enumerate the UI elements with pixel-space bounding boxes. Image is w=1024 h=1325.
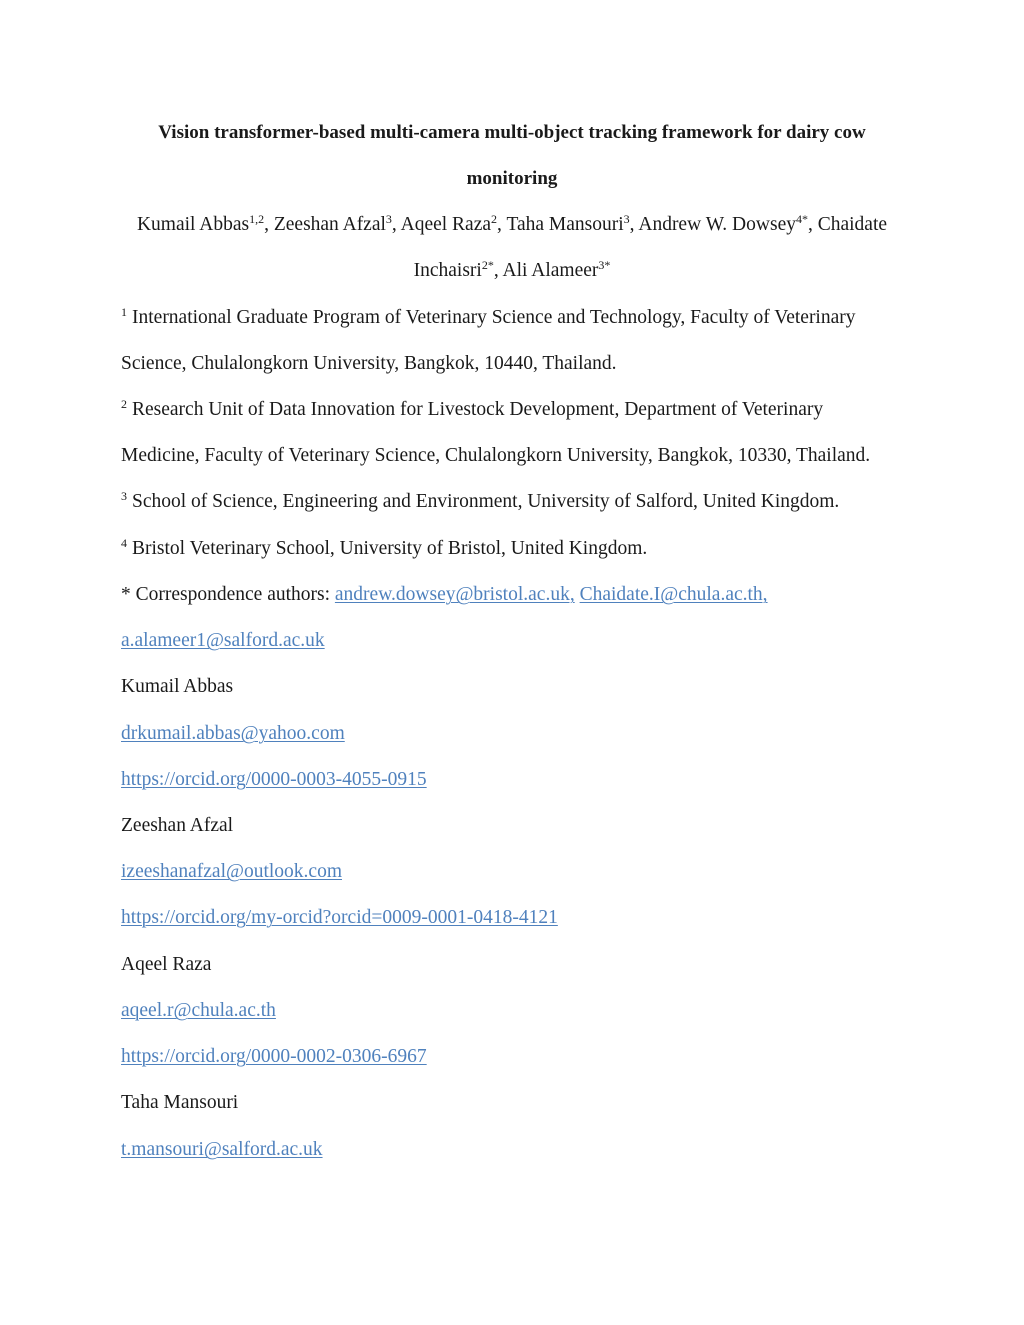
affiliation-number: 4 (121, 536, 127, 550)
author-name: Inchaisri (413, 260, 482, 281)
contact-email-row (121, 722, 345, 746)
correspondence-email-link[interactable]: andrew.dowsey@bristol.ac.uk, (334, 584, 575, 605)
contact-email-link[interactable]: izeeshanafzal@outlook.com (121, 861, 342, 882)
contact-email-row (121, 860, 342, 884)
contact-name: Zeeshan Afzal (121, 815, 234, 836)
author-affiliation-mark: 3 (623, 212, 630, 226)
paper-title-line-1: Vision transformer-based multi-camera multi-object tracking framework for dairy cow (158, 122, 866, 143)
contact-email-link[interactable]: aqeel.r@chula.ac.th (121, 1000, 276, 1021)
affiliation-2 (121, 398, 823, 422)
contact-email-row (121, 999, 276, 1023)
contact-email-link[interactable]: drkumail.abbas@yahoo.com (121, 723, 345, 744)
author-name: Zeeshan Afzal (273, 214, 386, 235)
correspondence-email-link[interactable]: Chaidate.I@chula.ac.th, (579, 584, 768, 605)
affiliation-number: 3 (121, 489, 127, 503)
author-affiliation-mark: 2 (491, 212, 498, 226)
contact-orcid-row (121, 768, 427, 792)
author-name: Chaidate (817, 214, 888, 235)
contact-email-link[interactable]: t.mansouri@salford.ac.uk (121, 1139, 323, 1160)
author-name: Aqeel Raza (400, 214, 492, 235)
correspondence-email-link[interactable]: a.alameer1@salford.ac.uk (121, 630, 325, 651)
affiliation-4 (121, 537, 647, 561)
contact-name: Kumail Abbas (121, 676, 234, 697)
affiliation-1 (121, 306, 856, 330)
author-name: Andrew W. Dowsey (638, 214, 796, 235)
affiliation-3 (121, 490, 839, 514)
author-name: Kumail Abbas (136, 214, 250, 235)
contact-name: Aqeel Raza (121, 954, 212, 975)
correspondence-line (121, 583, 768, 607)
author-affiliation-mark: 3* (598, 258, 611, 272)
contact-orcid-link[interactable]: https://orcid.org/my-orcid?orcid=0009-0001-0418-4121 (121, 907, 558, 928)
paper-title-line-2: monitoring (466, 168, 558, 189)
author-name: Taha Mansouri (506, 214, 624, 235)
author-list-line-1: Kumail Abbas$^{1,2}$, Zeeshan Afzal$^3$, Aqeel Raza$^2$, Taha Mansouri$^3$, Andrew W. Dowsey$^{4*}$, Chaidate (136, 212, 888, 235)
author-affiliation-mark: 1,2 (249, 212, 265, 226)
contact-orcid-row (121, 1045, 427, 1069)
affiliation-1-continued: Science, Chulalongkorn University, Bangkok, 10440, Thailand. (121, 353, 617, 374)
author-affiliation-mark: 4* (795, 212, 808, 226)
author-list-line-2: Inchaisri$^{2*}$, Ali Alameer$^{3*}$ (413, 258, 611, 281)
affiliation-text: Bristol Veterinary School, University of Bristol, United Kingdom. (132, 538, 648, 559)
affiliation-text: School of Science, Engineering and Environment, University of Salford, United Kingdom. (132, 491, 840, 512)
affiliation-2-continued: Medicine, Faculty of Veterinary Science, Chulalongkorn University, Bangkok, 10330, Thailand. (121, 445, 871, 466)
affiliation-number: 1 (121, 305, 127, 319)
contact-email-row (121, 1138, 323, 1162)
contact-name: Taha Mansouri (121, 1092, 239, 1113)
contact-orcid-row (121, 906, 558, 930)
author-affiliation-mark: 3 (385, 212, 392, 226)
correspondence-label: * Correspondence authors: (121, 584, 331, 605)
author-affiliation-mark: 2* (481, 258, 494, 272)
affiliation-text: International Graduate Program of Veterinary Science and Technology, Faculty of Veterinary (132, 307, 856, 328)
affiliation-number: 2 (121, 397, 127, 411)
correspondence-line-continued (121, 629, 325, 653)
contact-orcid-link[interactable]: https://orcid.org/0000-0002-0306-6967 (121, 1046, 427, 1067)
contact-orcid-link[interactable]: https://orcid.org/0000-0003-4055-0915 (121, 769, 427, 790)
affiliation-text: Research Unit of Data Innovation for Livestock Development, Department of Veterinary (132, 399, 824, 420)
author-name: Ali Alameer (502, 260, 599, 281)
